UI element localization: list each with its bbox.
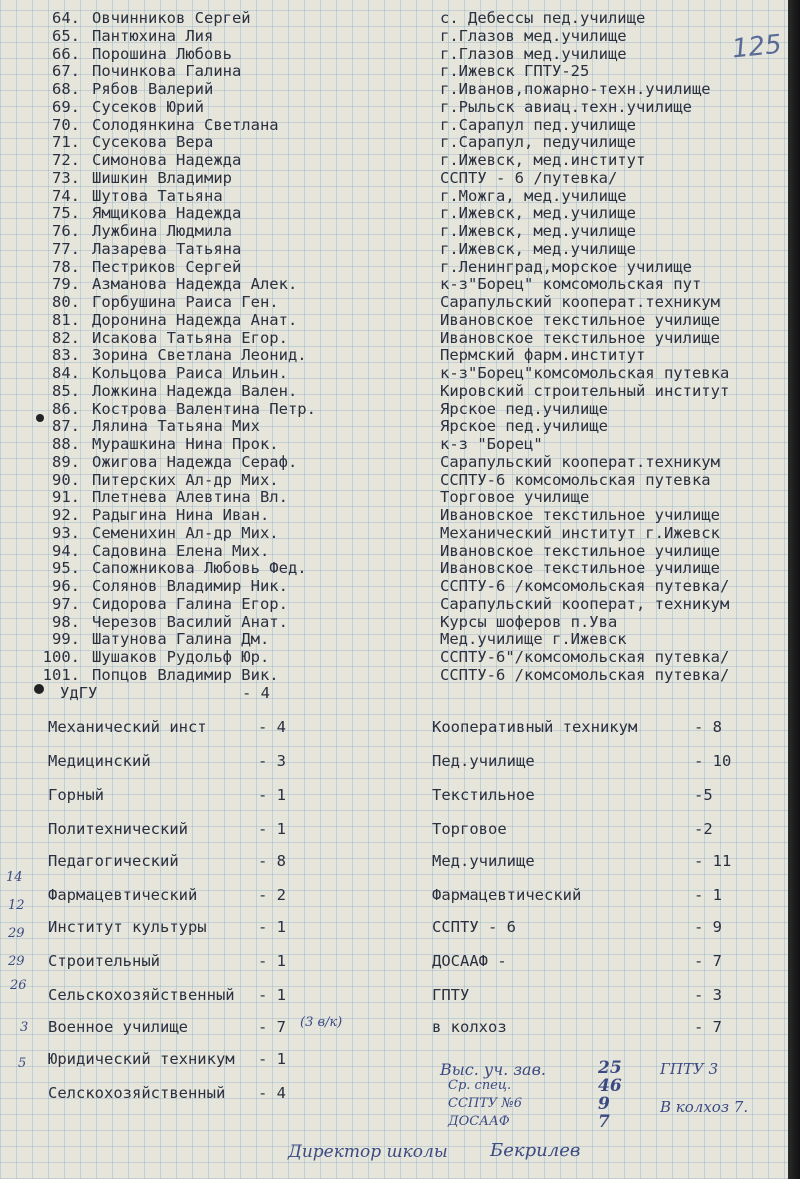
student-name: Шишкин Владимир xyxy=(92,168,232,187)
summary-label: Торговое xyxy=(432,820,507,838)
student-num: 92. xyxy=(52,506,80,524)
student-row xyxy=(0,631,788,649)
student-num: 71. xyxy=(52,133,80,152)
kolkhoz-note: В колхоз 7. xyxy=(660,1098,749,1116)
summary-label: Селскохозяйственный xyxy=(48,1084,226,1102)
student-name: Исакова Татьяна Егор. xyxy=(92,328,288,347)
student-name: Плетнева Алевтина Вл. xyxy=(92,488,288,507)
student-school: Сарапульский кооперат, техникум xyxy=(440,594,730,613)
student-num: 95. xyxy=(52,559,80,578)
margin-number: 14 xyxy=(6,870,23,885)
gptu-note: ГПТУ 3 xyxy=(660,1060,719,1078)
summary-label: Политехнический xyxy=(48,820,188,838)
military-note: (3 в/к) xyxy=(300,1015,343,1030)
student-school: ССПТУ - 6 /путевка/ xyxy=(440,168,618,187)
student-name: Сусеков Юрий xyxy=(92,97,204,116)
student-num: 87. xyxy=(52,417,80,436)
summary-label: Педагогический xyxy=(48,852,179,870)
student-row xyxy=(0,507,788,525)
student-name: Шушаков Рудольф Юр. xyxy=(92,648,270,666)
summary-value: - 4 xyxy=(242,684,270,702)
ink-blot xyxy=(34,684,44,694)
student-school: г.Ижевск, мед.училище xyxy=(440,239,636,258)
summary-value: - 3 xyxy=(694,986,722,1004)
student-row xyxy=(0,649,788,667)
student-num: 68. xyxy=(52,80,80,98)
student-school: Курсы шоферов п.Ува xyxy=(440,612,618,631)
signature: Бекрилев xyxy=(490,1140,581,1161)
student-name: Рябов Валерий xyxy=(92,80,214,98)
student-name: Шатунова Галина Дм. xyxy=(92,630,270,649)
summary-label: Кооперативный техникум xyxy=(432,718,638,736)
summary-label: Фармацевтический xyxy=(48,886,198,904)
summary-label: Фармацевтический xyxy=(432,886,582,904)
student-name: Черезов Василий Анат. xyxy=(92,612,288,631)
student-name: Шутова Татьяна xyxy=(92,186,223,205)
student-num: 77. xyxy=(52,239,80,258)
student-row xyxy=(0,312,788,330)
summary-label: в колхоз xyxy=(432,1018,507,1036)
student-school: г.Ижевск, мед.училище xyxy=(440,204,636,223)
student-school: Сарапульский кооперат.техникум xyxy=(440,293,720,311)
summary-label: Текстильное xyxy=(432,786,535,804)
summary-value: - 1 xyxy=(258,820,286,838)
student-num: 83. xyxy=(52,346,80,365)
summary-value: - 1 xyxy=(258,952,286,970)
student-num: 93. xyxy=(52,523,80,542)
student-row xyxy=(0,596,788,614)
student-school: Мед.училище г.Ижевск xyxy=(440,630,627,649)
student-row xyxy=(0,223,788,241)
student-name: Солянов Владимир Ник. xyxy=(92,577,288,595)
student-school: Ивановское текстильное училище xyxy=(440,559,720,578)
student-row xyxy=(0,365,788,383)
student-row xyxy=(0,276,788,294)
handwritten-total-value: 25 xyxy=(598,1058,622,1078)
student-row xyxy=(0,188,788,206)
student-num: 86. xyxy=(52,399,80,418)
summary-value: - 11 xyxy=(694,852,732,870)
margin-number: 26 xyxy=(10,978,27,993)
student-row xyxy=(0,401,788,419)
student-school: Ивановское текстильное училище xyxy=(440,310,720,329)
student-row xyxy=(0,560,788,578)
student-school: г.Глазов мед.училище xyxy=(440,26,627,45)
student-school: Ивановское текстильное училище xyxy=(440,328,720,347)
student-row xyxy=(0,418,788,436)
student-name: Радыгина Нина Иван. xyxy=(92,506,270,524)
summary-value: - 4 xyxy=(258,718,286,736)
student-school: г.Ленинград,морское училище xyxy=(440,257,692,276)
student-name: Ожигова Надежда Сераф. xyxy=(92,452,298,471)
student-school: Сарапульский кооперат.техникум xyxy=(440,452,720,471)
summary-value: - 7 xyxy=(694,1018,722,1036)
student-row xyxy=(0,383,788,401)
student-num: 91. xyxy=(52,488,80,507)
student-num: 76. xyxy=(52,222,80,240)
student-row xyxy=(0,81,788,99)
student-num: 81. xyxy=(52,310,80,329)
student-name: Доронина Надежда Анат. xyxy=(92,310,298,329)
student-name: Кольцова Раиса Ильин. xyxy=(92,364,288,382)
student-school: Ярское пед.училище xyxy=(440,399,608,418)
student-row xyxy=(0,152,788,170)
student-row xyxy=(0,525,788,543)
student-row xyxy=(0,134,788,152)
student-school: ССПТУ-6"/комсомольская путевка/ xyxy=(440,648,730,666)
summary-label: Мед.училище xyxy=(432,852,535,870)
student-school: к-з "Борец" xyxy=(440,435,543,453)
student-num: 70. xyxy=(52,115,80,134)
student-num: 89. xyxy=(52,452,80,471)
student-num: 72. xyxy=(52,151,80,169)
student-name: Овчинников Сергей xyxy=(92,9,251,27)
student-name: Лужбина Людмила xyxy=(92,222,232,240)
student-school: к-з"Борец" комсомольская пут xyxy=(440,275,702,294)
student-row xyxy=(0,347,788,365)
handwritten-total-value: 7 xyxy=(598,1112,610,1132)
summary-value: - 3 xyxy=(258,752,286,770)
student-school: г.Ижевск ГПТУ-25 xyxy=(440,62,590,81)
student-name: Садовина Елена Мих. xyxy=(92,541,270,560)
summary-label: УдГУ xyxy=(60,684,98,702)
student-num: 79. xyxy=(52,275,80,294)
summary-label: Строительный xyxy=(48,952,160,970)
student-num: 84. xyxy=(52,364,80,382)
summary-value: - 7 xyxy=(258,1018,286,1036)
student-school: г.Глазов мед.училище xyxy=(440,44,627,63)
page-number: 125 xyxy=(730,29,784,65)
student-num: 88. xyxy=(52,435,80,453)
student-num: 90. xyxy=(52,470,80,489)
student-name: Кострова Валентина Петр. xyxy=(92,399,316,418)
student-row xyxy=(0,99,788,117)
handwritten-total-label: Ср. спец. xyxy=(448,1078,512,1093)
student-name: Сидорова Галина Егор. xyxy=(92,594,288,613)
student-num: 98. xyxy=(52,612,80,631)
summary-value: -2 xyxy=(694,820,713,838)
student-school: г.Ижевск, мед.училище xyxy=(440,222,636,240)
student-school: к-з"Борец"комсомольская путевка xyxy=(440,364,730,382)
summary-label: ДОСААФ - xyxy=(432,952,507,970)
student-row xyxy=(0,117,788,135)
student-school: г.Сарапул пед.училище xyxy=(440,115,636,134)
student-name: Пантюхина Лия xyxy=(92,26,214,45)
student-num: 69. xyxy=(52,97,80,116)
handwritten-total-label: ДОСААФ xyxy=(448,1114,510,1129)
student-name: Семенихин Ал-др Мих. xyxy=(92,523,279,542)
student-name: Симонова Надежда xyxy=(92,151,242,169)
student-name: Ложкина Надежда Вален. xyxy=(92,381,298,400)
student-list xyxy=(0,10,788,685)
student-school: г.Ижевск, мед.институт xyxy=(440,151,646,169)
summary-label: Пед.училище xyxy=(432,752,535,770)
student-row xyxy=(0,294,788,312)
student-num: 96. xyxy=(52,577,80,595)
summary-value: - 8 xyxy=(694,718,722,736)
student-num: 94. xyxy=(52,541,80,560)
student-school: с. Дебессы пед.училище xyxy=(440,9,646,27)
student-school: Ивановское текстильное училище xyxy=(440,506,720,524)
student-row xyxy=(0,454,788,472)
summary-label: Механический инст xyxy=(48,718,207,736)
summary-label: Горный xyxy=(48,786,104,804)
student-row xyxy=(0,667,788,685)
margin-number: 12 xyxy=(8,898,25,913)
margin-number: 29 xyxy=(8,926,25,941)
student-name: Сапожникова Любовь Фед. xyxy=(92,559,307,578)
summary-value: - 8 xyxy=(258,852,286,870)
student-row xyxy=(0,614,788,632)
handwritten-total-label: Выс. уч. зав. xyxy=(440,1060,546,1079)
summary-label: Медицинский xyxy=(48,752,151,770)
student-row xyxy=(0,63,788,81)
student-name: Починкова Галина xyxy=(92,62,242,81)
student-school: ССПТУ-6 /комсомольская путевка/ xyxy=(440,665,730,684)
student-name: Сусекова Вера xyxy=(92,133,214,152)
summary-value: - 10 xyxy=(694,752,732,770)
scan-edge xyxy=(788,0,800,1179)
summary-value: - 4 xyxy=(258,1084,286,1102)
summary-value: - 2 xyxy=(258,886,286,904)
margin-number: 3 xyxy=(20,1020,29,1035)
student-school: г.Можга, мед.училище xyxy=(440,186,627,205)
student-row xyxy=(0,472,788,490)
student-row xyxy=(0,489,788,507)
student-name: Пестриков Сергей xyxy=(92,257,242,276)
student-num: 99. xyxy=(52,630,80,649)
student-num: 80. xyxy=(52,293,80,311)
student-num: 74. xyxy=(52,186,80,205)
student-num: 67. xyxy=(52,62,80,81)
summary-label: Сельскохозяйственный xyxy=(48,986,235,1004)
student-num: 73. xyxy=(52,168,80,187)
student-num: 100. xyxy=(42,648,80,666)
margin-number: 29 xyxy=(8,954,25,969)
student-school: Ивановское текстильное училище xyxy=(440,541,720,560)
summary-value: - 1 xyxy=(258,786,286,804)
summary-label: ГПТУ xyxy=(432,986,470,1004)
student-row xyxy=(0,436,788,454)
student-row xyxy=(0,170,788,188)
student-school: Кировский строительный институт xyxy=(440,381,730,400)
student-name: Лазарева Татьяна xyxy=(92,239,242,258)
student-name: Горбушина Раиса Ген. xyxy=(92,293,279,311)
student-row xyxy=(0,205,788,223)
student-school: Пермский фарм.институт xyxy=(440,346,646,365)
summary-value: - 1 xyxy=(694,886,722,904)
student-row xyxy=(0,241,788,259)
summary-value: - 1 xyxy=(258,986,286,1004)
student-name: Зорина Светлана Леонид. xyxy=(92,346,307,365)
student-name: Питерских Ал-др Мих. xyxy=(92,470,279,489)
student-row xyxy=(0,259,788,277)
ink-blot xyxy=(36,414,44,422)
student-school: Торговое училище xyxy=(440,488,590,507)
summary-label: Военное училище xyxy=(48,1018,188,1036)
student-num: 82. xyxy=(52,328,80,347)
summary-value: - 9 xyxy=(694,918,722,936)
summary-value: - 1 xyxy=(258,918,286,936)
student-num: 101. xyxy=(42,665,80,684)
student-school: Механический институт г.Ижевск xyxy=(440,523,720,542)
student-num: 78. xyxy=(52,257,80,276)
student-num: 75. xyxy=(52,204,80,223)
student-name: Мурашкина Нина Прок. xyxy=(92,435,279,453)
student-num: 97. xyxy=(52,594,80,613)
student-school: г.Иванов,пожарно-техн.училище xyxy=(440,80,711,98)
student-school: г.Рыльск авиац.техн.училище xyxy=(440,97,692,116)
summary-value: - 1 xyxy=(258,1050,286,1068)
student-school: Ярское пед.училище xyxy=(440,417,608,436)
handwritten-total-value: 46 xyxy=(598,1076,622,1096)
handwritten-total-label: ССПТУ №6 xyxy=(448,1096,523,1111)
student-name: Попцов Владимир Вик. xyxy=(92,665,279,684)
student-num: 85. xyxy=(52,381,80,400)
student-row xyxy=(0,10,788,28)
student-row xyxy=(0,28,788,46)
student-name: Ямщикова Надежда xyxy=(92,204,242,223)
student-name: Азманова Надежда Алек. xyxy=(92,275,298,294)
student-school: ССПТУ-6 комсомольская путевка xyxy=(440,470,711,489)
student-num: 66. xyxy=(52,44,80,63)
student-num: 64. xyxy=(52,9,80,27)
student-school: ССПТУ-6 /комсомольская путевка/ xyxy=(440,577,730,595)
margin-number: 5 xyxy=(18,1056,27,1071)
student-name: Солодянкина Светлана xyxy=(92,115,279,134)
student-row xyxy=(0,543,788,561)
student-school: г.Сарапул, педучилище xyxy=(440,133,636,152)
student-row xyxy=(0,46,788,64)
student-row xyxy=(0,578,788,596)
handwritten-total-value: 9 xyxy=(598,1094,610,1114)
summary-label: Институт культуры xyxy=(48,918,207,936)
student-name: Лялина Татьяна Мих xyxy=(92,417,260,436)
summary-label: Юридический техникум xyxy=(48,1050,235,1068)
signature-label: Директор школы xyxy=(288,1142,448,1162)
student-row xyxy=(0,330,788,348)
summary-label: ССПТУ - 6 xyxy=(432,918,516,936)
student-num: 65. xyxy=(52,26,80,45)
summary-value: -5 xyxy=(694,786,713,804)
summary-value: - 7 xyxy=(694,952,722,970)
student-name: Порошина Любовь xyxy=(92,44,232,63)
